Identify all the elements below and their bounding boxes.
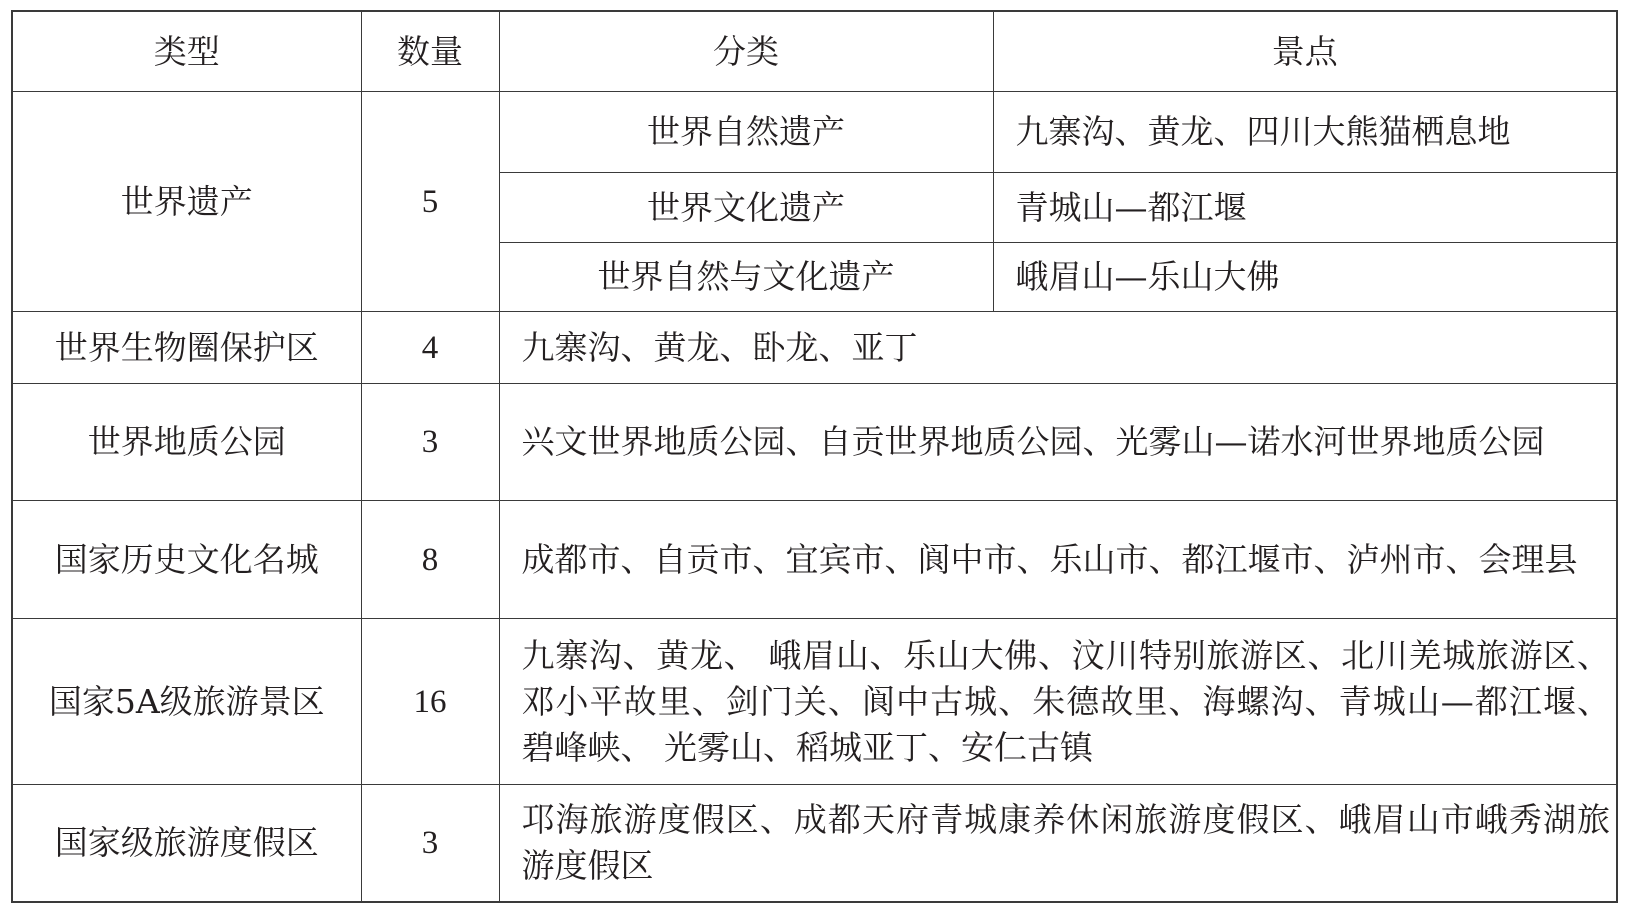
table-row: [12, 785, 1617, 902]
table-row: [12, 312, 1617, 384]
table-row: [12, 501, 1617, 619]
header-row: [12, 11, 1617, 92]
count-cell: 4: [361, 312, 499, 384]
sites-cell: 九寨沟、黄龙、四川大熊猫栖息地: [993, 92, 1617, 173]
type-cell: 国家级旅游度假区: [12, 785, 361, 902]
sites-cell: 成都市、自贡市、宜宾市、阆中市、乐山市、都江堰市、泸州市、会理县: [499, 501, 1617, 619]
table-row: [12, 92, 1617, 173]
table-row: [12, 619, 1617, 785]
sites-cell: 峨眉山—乐山大佛: [993, 242, 1617, 311]
category-cell: 世界自然与文化遗产: [499, 242, 993, 311]
header-sites: 景点: [993, 11, 1617, 92]
count-cell: 3: [361, 383, 499, 500]
header-category: 分类: [499, 11, 993, 92]
count-cell: 5: [361, 92, 499, 312]
sites-cell: 九寨沟、黄龙、 峨眉山、乐山大佛、汶川特别旅游区、北川羌城旅游区、邓小平故里、剑门关、阆中古城、朱德故里、海螺沟、青城山—都江堰、碧峰峡、 光雾山、稻城亚丁、安仁古镇: [499, 619, 1617, 785]
category-cell: 世界自然遗产: [499, 92, 993, 173]
category-cell: 世界文化遗产: [499, 173, 993, 242]
count-cell: 16: [361, 619, 499, 785]
type-cell: 世界遗产: [12, 92, 361, 312]
table-row: [12, 383, 1617, 500]
type-cell: 世界生物圈保护区: [12, 312, 361, 384]
header-count: 数量: [361, 11, 499, 92]
sites-cell: 九寨沟、黄龙、卧龙、亚丁: [499, 312, 1617, 384]
header-type: 类型: [12, 11, 361, 92]
type-cell: 国家历史文化名城: [12, 501, 361, 619]
count-cell: 3: [361, 785, 499, 902]
sites-cell: 青城山—都江堰: [993, 173, 1617, 242]
type-cell: 世界地质公园: [12, 383, 361, 500]
sites-cell: 邛海旅游度假区、成都天府青城康养休闲旅游度假区、峨眉山市峨秀湖旅游度假区: [499, 785, 1617, 902]
sites-cell: 兴文世界地质公园、自贡世界地质公园、光雾山—诺水河世界地质公园: [499, 383, 1617, 500]
count-cell: 8: [361, 501, 499, 619]
type-cell: 国家5A级旅游景区: [12, 619, 361, 785]
scenic-sites-table: [11, 10, 1618, 903]
